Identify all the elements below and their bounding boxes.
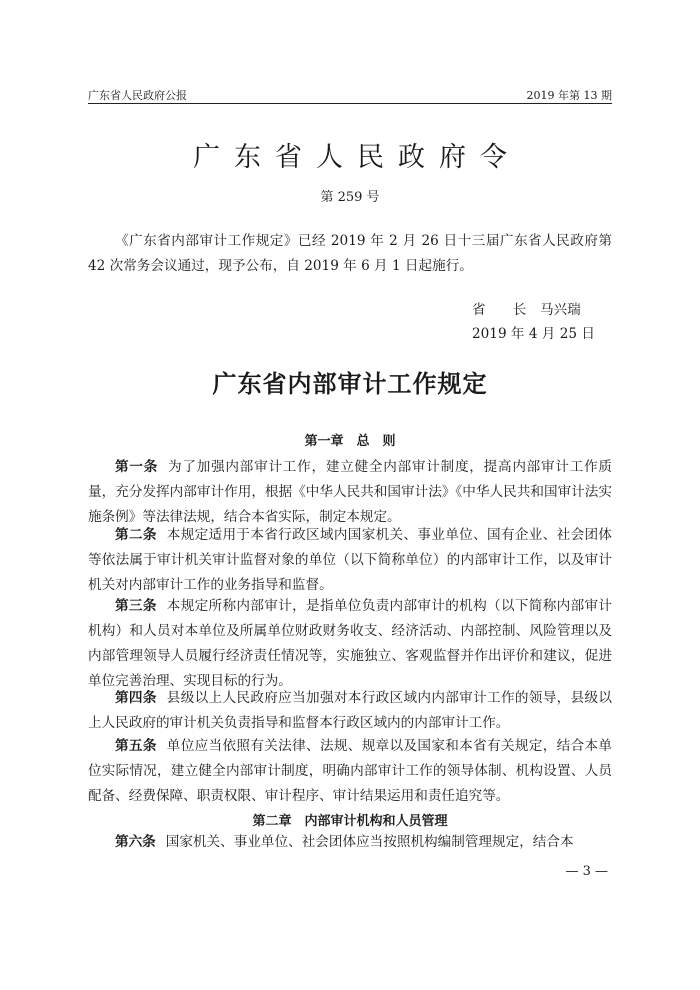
- article-text: 本规定所称内部审计，是指单位负责内部审计的机构（以下简称内部审计机构）和人员对本单位及所属单位财政财务收支、经济活动、内部控制、风险管理以及内部管理领导人员履行经济责任情况等，实施独立、客观监督并作出评价和建议，促进单位完善治理、实现目标的行为。: [88, 598, 613, 689]
- article-text: 单位应当依照有关法律、法规、规章以及国家和本省有关规定，结合本单位实际情况，建立健全内部审计制度，明确内部审计工作的领导体制、机构设置、人员配备、经费保障、职责权限、审计程序、审计结果运用和责任追究等。: [88, 738, 613, 804]
- article-text: 本规定适用于本省行政区域内国家机关、事业单位、国有企业、社会团体等依法属于审计机关审计监督对象的单位（以下简称单位）的内部审计工作，以及审计机关对内部审计工作的业务指导和监督。: [88, 527, 613, 593]
- article-label: 第五条: [115, 738, 157, 754]
- signer-line: 省 长 马兴瑞: [472, 302, 581, 318]
- chapter-heading: 第二章 内部审计机构和人员管理: [252, 814, 448, 829]
- signing-date: 2019 年 4 月 25 日: [472, 326, 595, 342]
- article-text: 国家机关、事业单位、社会团体应当按照机构编制管理规定，结合本: [165, 834, 574, 850]
- gazette-name: 广东省人民政府公报: [88, 89, 187, 102]
- article-3: [88, 594, 612, 694]
- article-label: 第二条: [115, 527, 157, 543]
- issue-number: 2019 年第 13 期: [526, 89, 612, 102]
- page-number: — 3 —: [565, 864, 608, 879]
- document-title: 广东省内部审计工作规定: [212, 369, 488, 398]
- article-1: [88, 455, 612, 530]
- article-label: 第四条: [115, 690, 157, 706]
- chapter-heading: 第一章 总 则: [304, 434, 396, 449]
- article-text: 为了加强内部审计工作，建立健全内部审计制度，提高内部审计工作质量，充分发挥内部审计作用，根据《中华人民共和国审计法》《中华人民共和国审计法实施条例》等法律法规，结合本省实际，制定本规定。: [88, 459, 613, 525]
- announcement-paragraph: 《广东省内部审计工作规定》已经 2019 年 2 月 26 日十三届广东省人民政府第 42 次常务会议通过，现予公布，自 2019 年 6 月 1 日起施行。: [88, 233, 612, 274]
- article-5: [88, 734, 612, 809]
- header-divider: [88, 103, 612, 104]
- article-4: [88, 686, 612, 736]
- article-6: [88, 830, 612, 855]
- article-2: [88, 523, 612, 598]
- article-label: 第一条: [115, 459, 159, 475]
- order-title: 广东省人民政府令: [193, 142, 521, 173]
- order-number: 第 259 号: [320, 190, 380, 205]
- article-text: 县级以上人民政府应当加强对本行政区域内内部审计工作的领导，县级以上人民政府的审计机关负责指导和监督本行政区域内的内部审计工作。: [88, 690, 613, 731]
- article-label: 第三条: [115, 598, 157, 614]
- article-label: 第六条: [115, 834, 156, 850]
